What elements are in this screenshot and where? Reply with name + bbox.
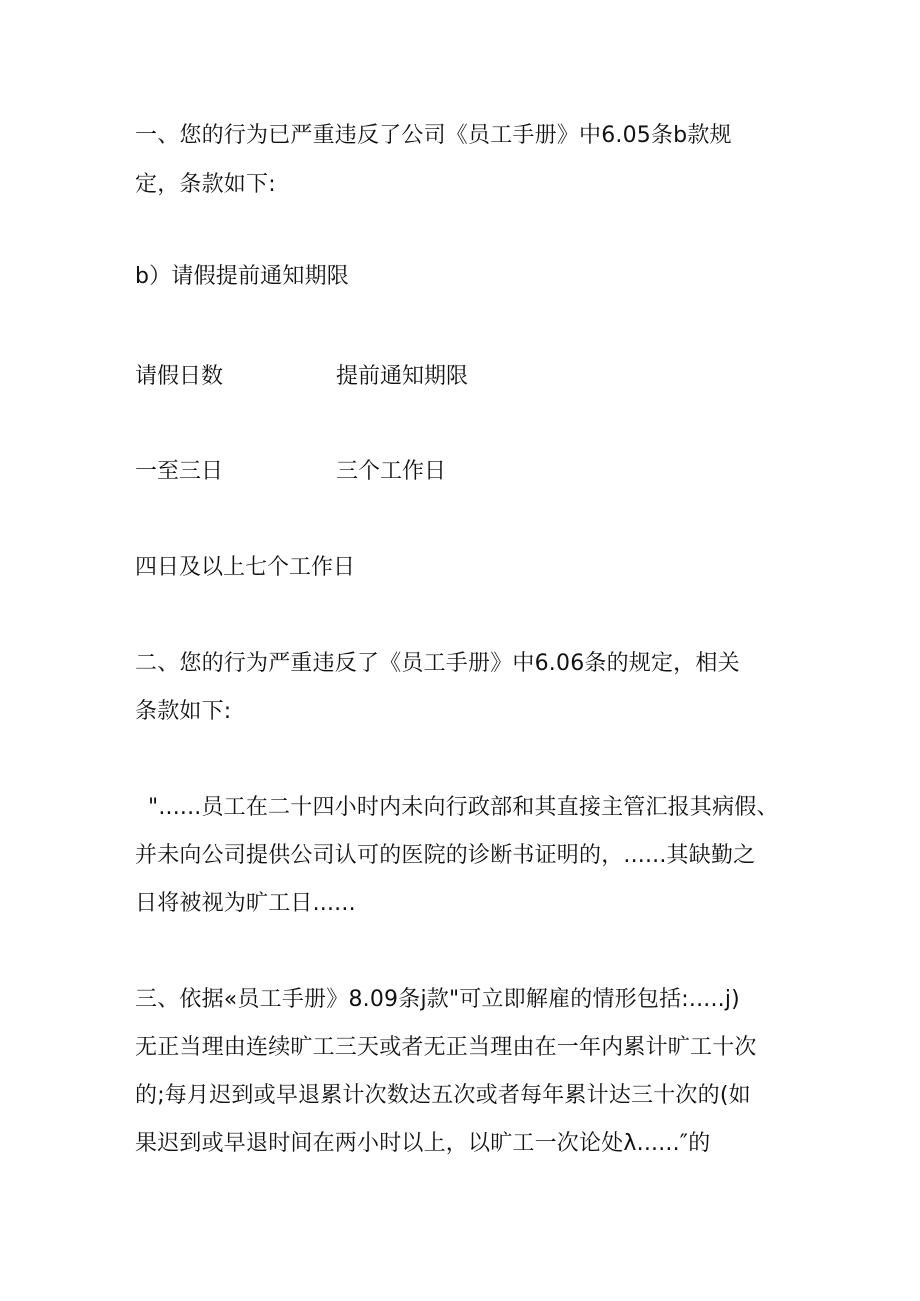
section3-line4: 果迟到或早退时间在两小时以上，以旷工一次论处λ......″的: [135, 1131, 711, 1156]
section1-subheading: b）请假提前通知期限: [135, 264, 349, 289]
section2-line1: 二、您的行为严重违反了《员工手册》中6.06条的规定，相关: [135, 651, 740, 676]
section1-line2: 定，条款如下:: [135, 172, 276, 197]
section2-line2: 条款如下:: [135, 699, 232, 724]
section2-quote-line2: 并未向公司提供公司认可的医院的诊断书证明的，......其缺勤之: [135, 843, 756, 868]
table-row2: 四日及以上七个工作日: [135, 555, 356, 580]
table-row1-days: 一至三日: [135, 459, 224, 484]
table-header-notice: 提前通知期限: [336, 364, 469, 389]
section3-line1: 三、依据«员工手册》8.09条j款"可立即解雇的情形包括:.....j): [135, 987, 740, 1012]
section2-quote-line1: "......员工在二十四小时内未向行政部和其直接主管汇报其病假、: [148, 795, 779, 820]
section1-line1: 一、您的行为已严重违反了公司《员工手册》中6.05条b款规: [135, 123, 732, 148]
section3-line2: 无正当理由连续旷工三天或者无正当理由在一年内累计旷工十次: [135, 1035, 757, 1060]
table-header-days: 请假日数: [135, 364, 224, 389]
table-row1-notice: 三个工作日: [336, 459, 447, 484]
section3-line3: 的;每月迟到或早退累计次数达五次或者每年累计达三十次的(如: [135, 1083, 751, 1108]
section2-quote-line3: 日将被视为旷工日......: [135, 891, 356, 916]
